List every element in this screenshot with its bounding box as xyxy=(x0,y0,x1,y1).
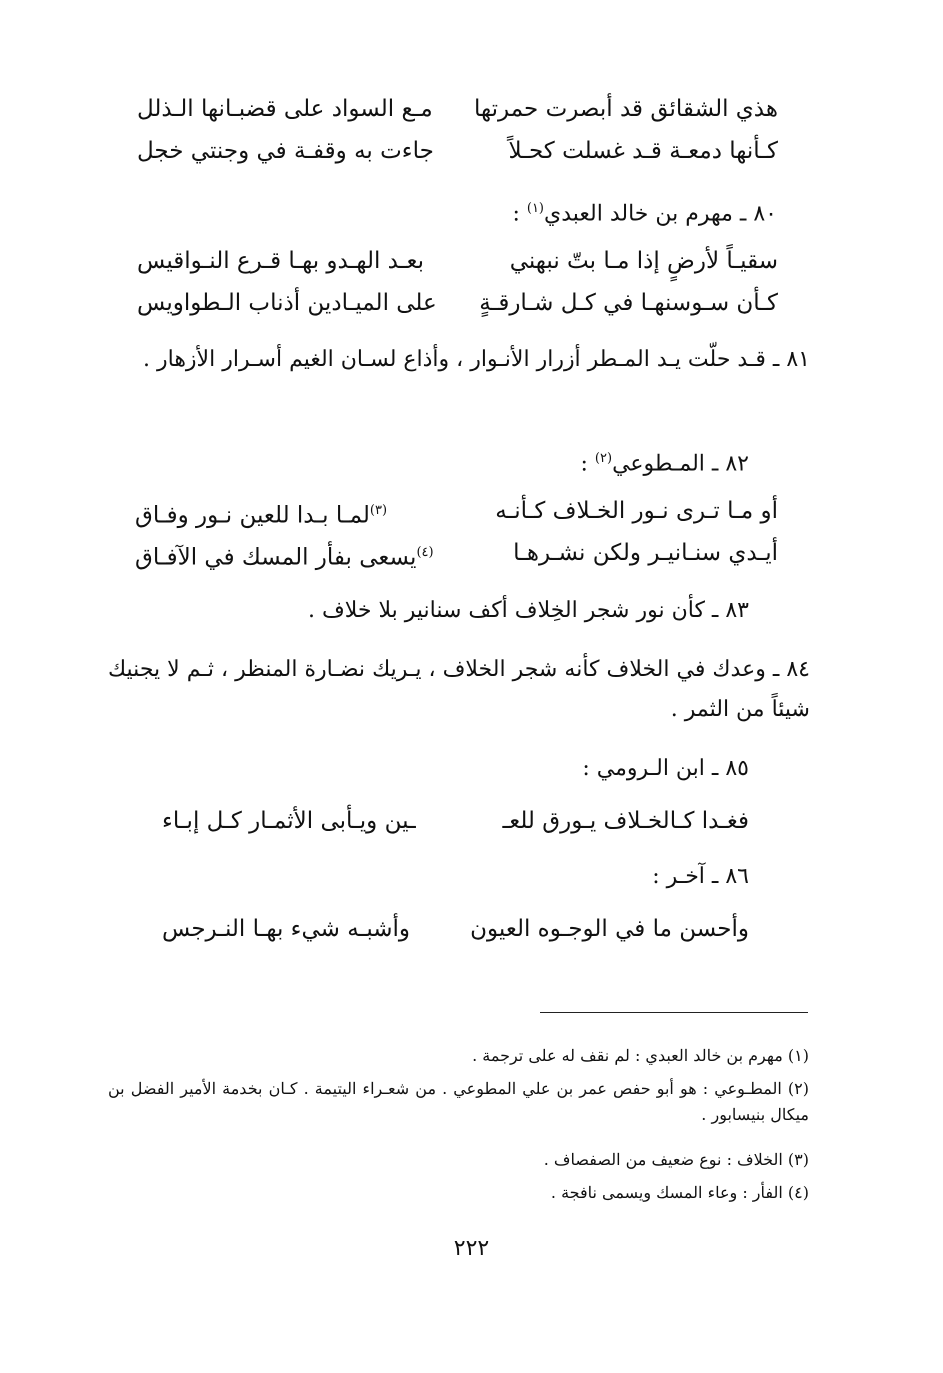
entry-paragraph-84: ٨٤ ـ وعدك في الخلاف كأنه شجر الخلاف ، يـريك نضـارة المنظر ، ثـم لا يجنيك شيئاً من الثمر . xyxy=(108,657,810,722)
verse-hemistich: أو مـا تـرى نـور الخـلاف كـأنـه xyxy=(495,498,778,524)
footnote: (٢) المطـوعي : هو أبو حفص عمر بن علي المطوعي . من شعـراء اليتيمة . كـان بخدمة الأمير الفضل بن ميكال بنيسابور . xyxy=(108,1079,809,1124)
entry-heading-82: ٨٢ ـ المـطوعي$^{(٢)}$ : xyxy=(580,451,749,477)
verse-hemistich: على الميـادين أذناب الـطواويس xyxy=(137,290,437,316)
verse-hemistich: جاءت به وقفـة في وجنتي خجل xyxy=(137,138,434,164)
verse-hemistich: $^{(٣)}$لمـا بـدا للعين نـور وفـاق xyxy=(135,502,388,529)
verse-hemistich: $^{(٤)}$يسعى بفأر المسك في الآفـاق xyxy=(135,544,434,571)
footnote-ref: (٢) xyxy=(594,451,613,466)
verse-hemistich: بعـد الهـدو بهـا قـرع النـواقيس xyxy=(137,248,424,274)
verse-hemistich: أيـدي سنـانيـر ولكن نشـرهـا xyxy=(513,540,778,566)
page-number: ٢٢٢ xyxy=(453,1236,490,1261)
footnote-ref: (٤) xyxy=(416,545,434,560)
verse-hemistich: كـأنها دمعـة قـد غسلت كحـلاً xyxy=(508,138,778,164)
verse-hemistich: وأحسن ما في الوجـوه العيون xyxy=(470,916,749,942)
entry-heading-86: ٨٦ ـ آخـر : xyxy=(652,864,749,889)
verse-hemistich: مـع السواد على قضبـانها الـذلل xyxy=(137,96,433,122)
footnote-separator xyxy=(540,1012,808,1013)
entry-paragraph-83: ٨٣ ـ كأن نور شجر الخِلاف أكف سنانير بلا خلاف . xyxy=(308,598,749,623)
verse-hemistich: وأشبـه شيء بهـا النـرجس xyxy=(162,916,411,942)
footnote-ref: (٣) xyxy=(369,503,388,518)
verse-hemistich: هذي الشقائق قد أبصرت حمرتها xyxy=(474,96,778,122)
verse-hemistich: فغـدا كـالخـلاف يـورق للعـ xyxy=(502,808,749,834)
verse-hemistich: سقيـاً لأرضٍ إذا مـا بتّ نبهني xyxy=(509,248,778,274)
footnote: (١) مهرم بن خالد العبدي : لم نقف له على ترجمة . xyxy=(472,1046,809,1065)
entry-paragraph-81: ٨١ ـ قـد حلّت يـد المـطر أزرار الأنـوار ، وأذاع لسـان الغيم أسـرار الأزهار . xyxy=(143,347,810,372)
entry-heading-85: ٨٥ ـ ابن الـرومي : xyxy=(582,756,749,781)
entry-heading-80: ٨٠ ـ مهرم بن خالد العبدي$^{(١)}$ : xyxy=(512,201,777,227)
footnote: (٣) الخلاف : نوع ضعيف من الصفصاف . xyxy=(543,1150,809,1169)
footnote-ref: (١) xyxy=(526,201,544,216)
verse-hemistich: كـأن سـوسنهـا في كـل شـارقـةٍ xyxy=(479,290,778,316)
footnote: (٤) الفأر : وعاء المسك ويسمى نافجة . xyxy=(550,1183,809,1202)
verse-hemistich: ـين ويـأبى الأثمـار كـل إبـاء xyxy=(162,808,416,834)
